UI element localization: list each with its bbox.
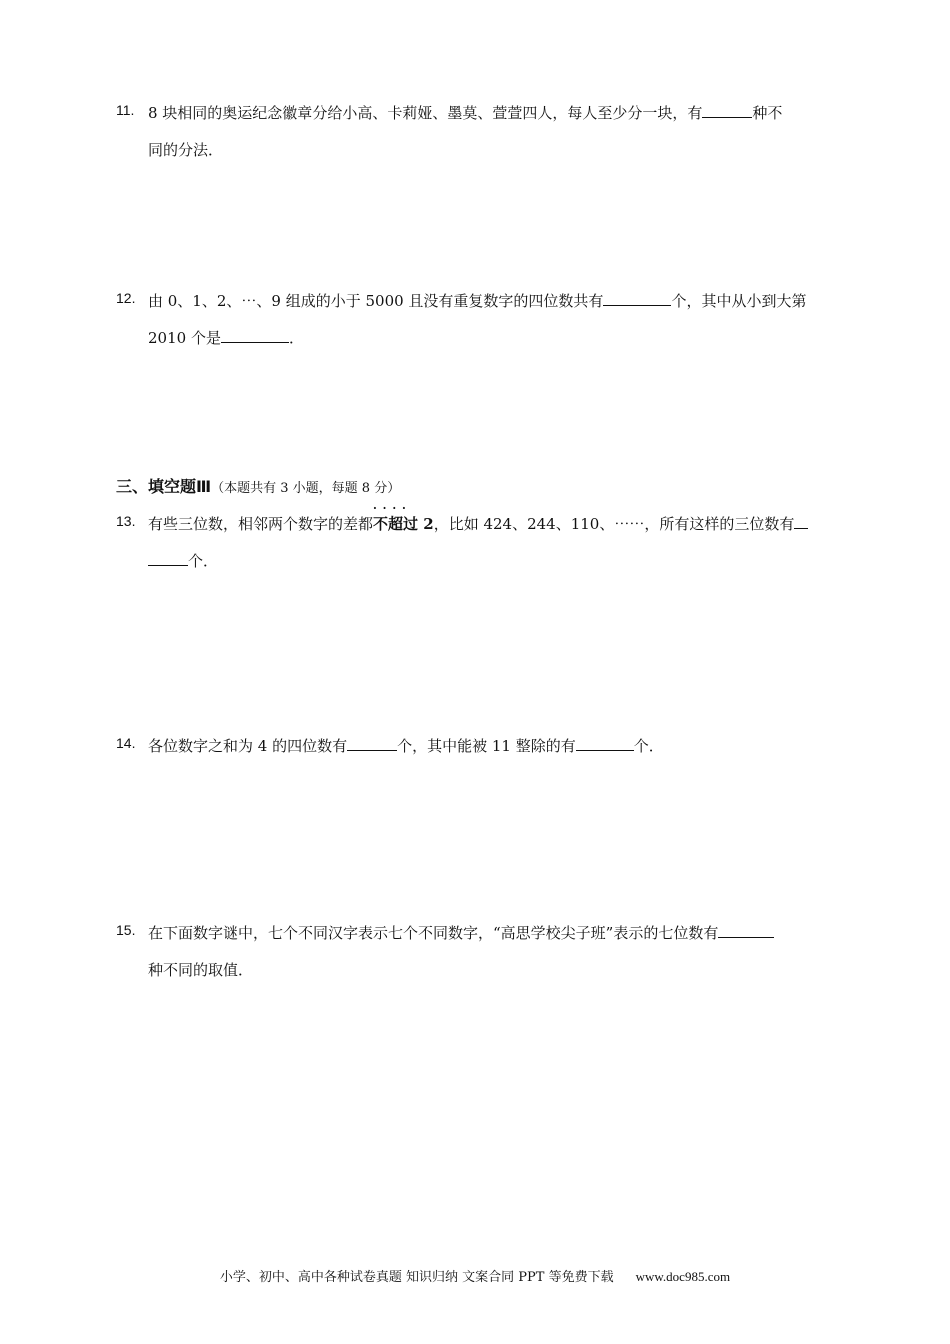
question-text-line2: 种不同的取值． bbox=[148, 961, 254, 979]
question-text-line2 bbox=[148, 327, 304, 348]
question-text: 2010 个是 bbox=[148, 329, 221, 347]
footer-text: 小学、初中、高中各种试卷真题 知识归纳 文案合同 PPT 等免费下载 bbox=[219, 1270, 614, 1285]
answer-blank[interactable] bbox=[718, 923, 774, 938]
answer-blank[interactable] bbox=[148, 551, 188, 566]
question-text: 个． bbox=[633, 737, 664, 755]
question-number: 15. bbox=[116, 922, 136, 938]
answer-blank[interactable] bbox=[576, 736, 634, 751]
question-text-line1 bbox=[148, 513, 808, 534]
question-text: 在下面数字谜中，七个不同汉字表示七个不同数字，“高思学校尖子班”表示的七位数有 bbox=[148, 924, 719, 942]
answer-blank[interactable] bbox=[794, 514, 808, 529]
question-text-line2: 同的分法． bbox=[148, 141, 224, 159]
question-text: ． bbox=[288, 329, 304, 347]
question-number: 11. bbox=[116, 102, 135, 118]
footer-site-link[interactable]: www.doc985.com bbox=[635, 1269, 731, 1284]
page-footer bbox=[0, 1266, 950, 1285]
question-text: 有些三位数，相邻两个数字的差都 bbox=[148, 515, 374, 533]
question-text: ，比如 424、244、110、⋯⋯，所有这样的三位数有 bbox=[433, 515, 795, 533]
question-number: 12. bbox=[116, 290, 136, 306]
question-text-line1 bbox=[148, 735, 664, 756]
section-heading bbox=[116, 474, 400, 497]
question-text-line1 bbox=[148, 102, 782, 123]
answer-blank[interactable] bbox=[347, 736, 397, 751]
question-text: 种不 bbox=[752, 104, 783, 122]
section-note: （本题共有 3 小题，每题 8 分） bbox=[211, 481, 401, 496]
emphasis-text: · · · · 不超过 2 bbox=[373, 515, 434, 533]
question-text: 个，其中从小到大第 bbox=[671, 292, 807, 310]
question-number: 13. bbox=[116, 513, 136, 529]
question-text: 各位数字之和为 4 的四位数有 bbox=[148, 737, 348, 755]
section-title: 三、填空题Ⅲ bbox=[116, 477, 212, 496]
question-text-line2 bbox=[148, 550, 218, 571]
question-number: 14. bbox=[116, 735, 136, 751]
answer-blank[interactable] bbox=[603, 291, 671, 306]
question-text: 由 0、1、2、⋯、9 组成的小于 5000 且没有重复数字的四位数共有 bbox=[148, 292, 604, 310]
answer-blank[interactable] bbox=[221, 328, 289, 343]
question-text: 个． bbox=[188, 552, 219, 570]
question-text: 8 块相同的奥运纪念徽章分给小高、卡莉娅、墨莫、萱萱四人，每人至少分一块，有 bbox=[148, 104, 703, 122]
question-text-line1 bbox=[148, 922, 774, 943]
question-text-line1 bbox=[148, 290, 806, 311]
answer-blank[interactable] bbox=[702, 103, 752, 118]
question-text: 个，其中能被 11 整除的有 bbox=[397, 737, 576, 755]
